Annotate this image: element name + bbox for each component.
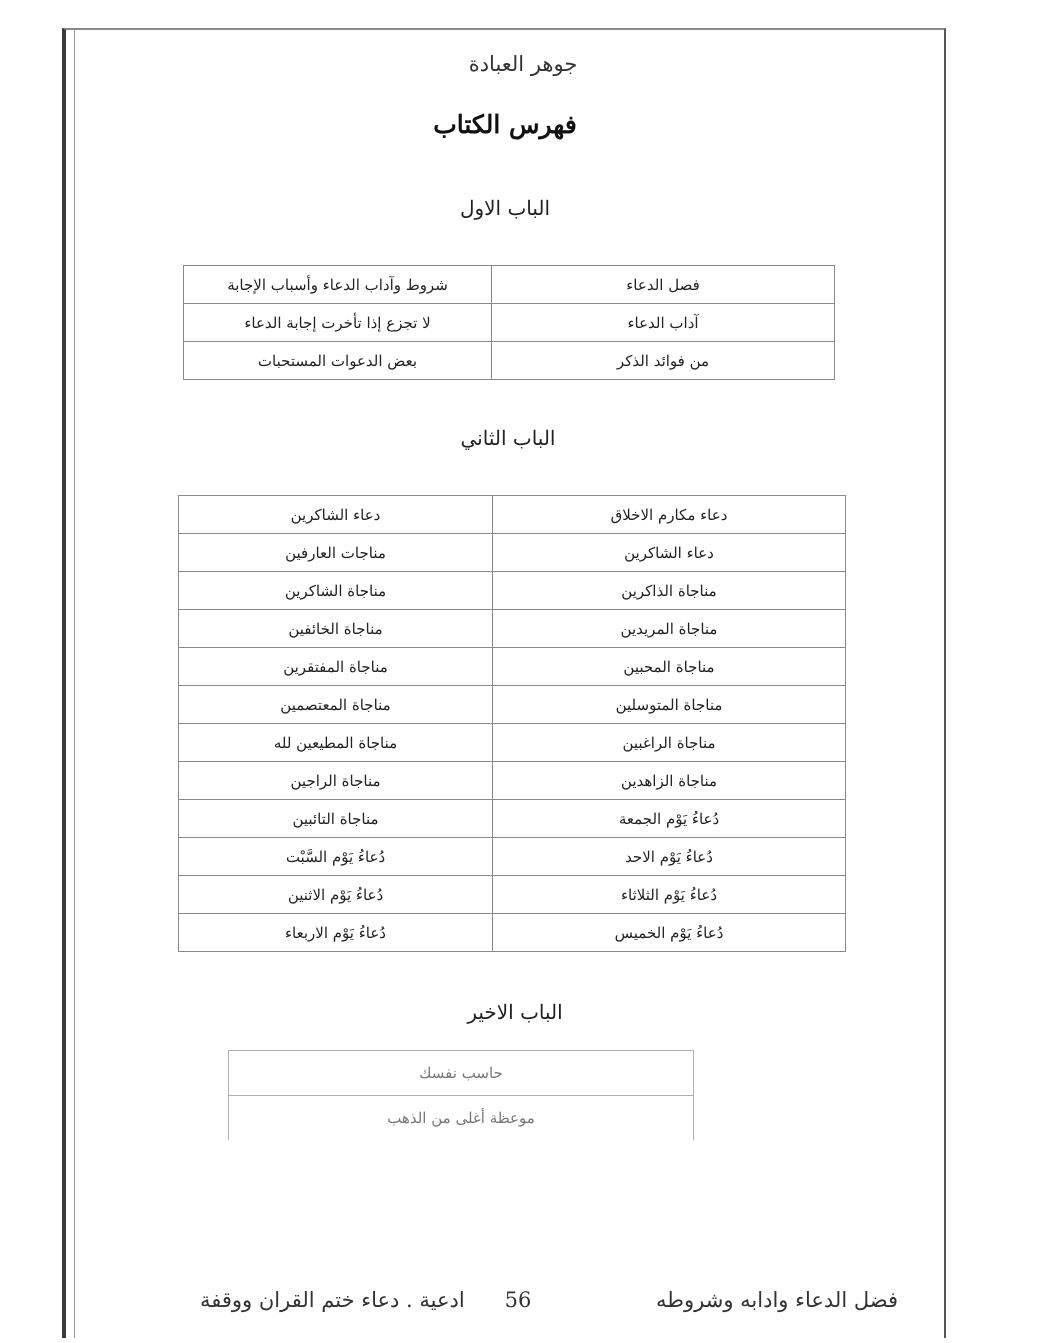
toc-entry: مناجاة المفتقرين [179,648,493,686]
toc-entry: مناجاة الذاكرين [493,572,846,610]
toc-entry: لا تجزع إذا تأخرت إجابة الدعاء [184,304,492,342]
toc-entry: مناجاة الزاهدين [493,762,846,800]
toc-entry: موعظة أغلى من الذهب [229,1096,694,1141]
page-number: 56 [504,1288,532,1312]
toc-entry: دعاء الشاكرين [179,496,493,534]
table-row [179,876,846,914]
table-row [179,572,846,610]
table-row [179,800,846,838]
book-title: جوهر العبادة [468,52,578,76]
toc-entry: مناجاة المعتصمين [179,686,493,724]
table-row [229,1096,694,1141]
toc-entry: مناجاة المحبين [493,648,846,686]
table-row [184,342,835,380]
section-heading-1: الباب الاول [459,196,551,220]
toc-entry: مناجاة المطيعين لله [179,724,493,762]
toc-entry: دُعاءُ يَوْم الاثنين [179,876,493,914]
toc-entry: دُعاءُ يَوْم الاحد [493,838,846,876]
toc-entry: دُعاءُ يَوْم الخميس [493,914,846,952]
table-row [179,914,846,952]
table-row [229,1051,694,1096]
toc-entry: دعاء مكارم الاخلاق [493,496,846,534]
toc-entry: مناجاة التائبين [179,800,493,838]
table-row [184,266,835,304]
toc-table-section-1 [183,265,835,380]
toc-entry: دُعاءُ يَوْم السَّبْت [179,838,493,876]
toc-entry: حاسب نفسك [229,1051,694,1096]
toc-entry: مناجاة المتوسلين [493,686,846,724]
toc-entry: آداب الدعاء [492,304,835,342]
toc-entry: دُعاءُ يَوْم الجمعة [493,800,846,838]
toc-entry: مناجاة الشاكرين [179,572,493,610]
toc-entry: مناجات العارفين [179,534,493,572]
footer-left-text: ادعية . دعاء ختم القران ووقفة [200,1288,465,1312]
toc-table-section-3 [228,1050,694,1140]
toc-entry: مناجاة الراجين [179,762,493,800]
footer-right-text: فضل الدعاء وادابه وشروطه [656,1288,898,1312]
table-row [179,762,846,800]
toc-entry: من فوائد الذكر [492,342,835,380]
table-row [179,496,846,534]
table-row [179,534,846,572]
section-heading-3: الباب الاخير [467,1000,563,1024]
toc-entry: مناجاة المريدين [493,610,846,648]
toc-entry: دُعاءُ يَوْم الاربعاء [179,914,493,952]
toc-entry: فصل الدعاء [492,266,835,304]
index-title: فهرس الكتاب [433,110,577,139]
table-row [179,838,846,876]
toc-entry: دُعاءُ يَوْم الثلاثاء [493,876,846,914]
toc-table-section-2 [178,495,846,952]
toc-entry: بعض الدعوات المستحبات [184,342,492,380]
table-row [179,648,846,686]
table-row [179,686,846,724]
table-row [179,724,846,762]
section-heading-2: الباب الثاني [460,426,556,450]
table-row [184,304,835,342]
toc-entry: مناجاة الراغبين [493,724,846,762]
toc-entry: دعاء الشاكرين [493,534,846,572]
toc-entry: شروط وآداب الدعاء وأسباب الإجابة [184,266,492,304]
table-row [179,610,846,648]
toc-entry: مناجاة الخائفين [179,610,493,648]
